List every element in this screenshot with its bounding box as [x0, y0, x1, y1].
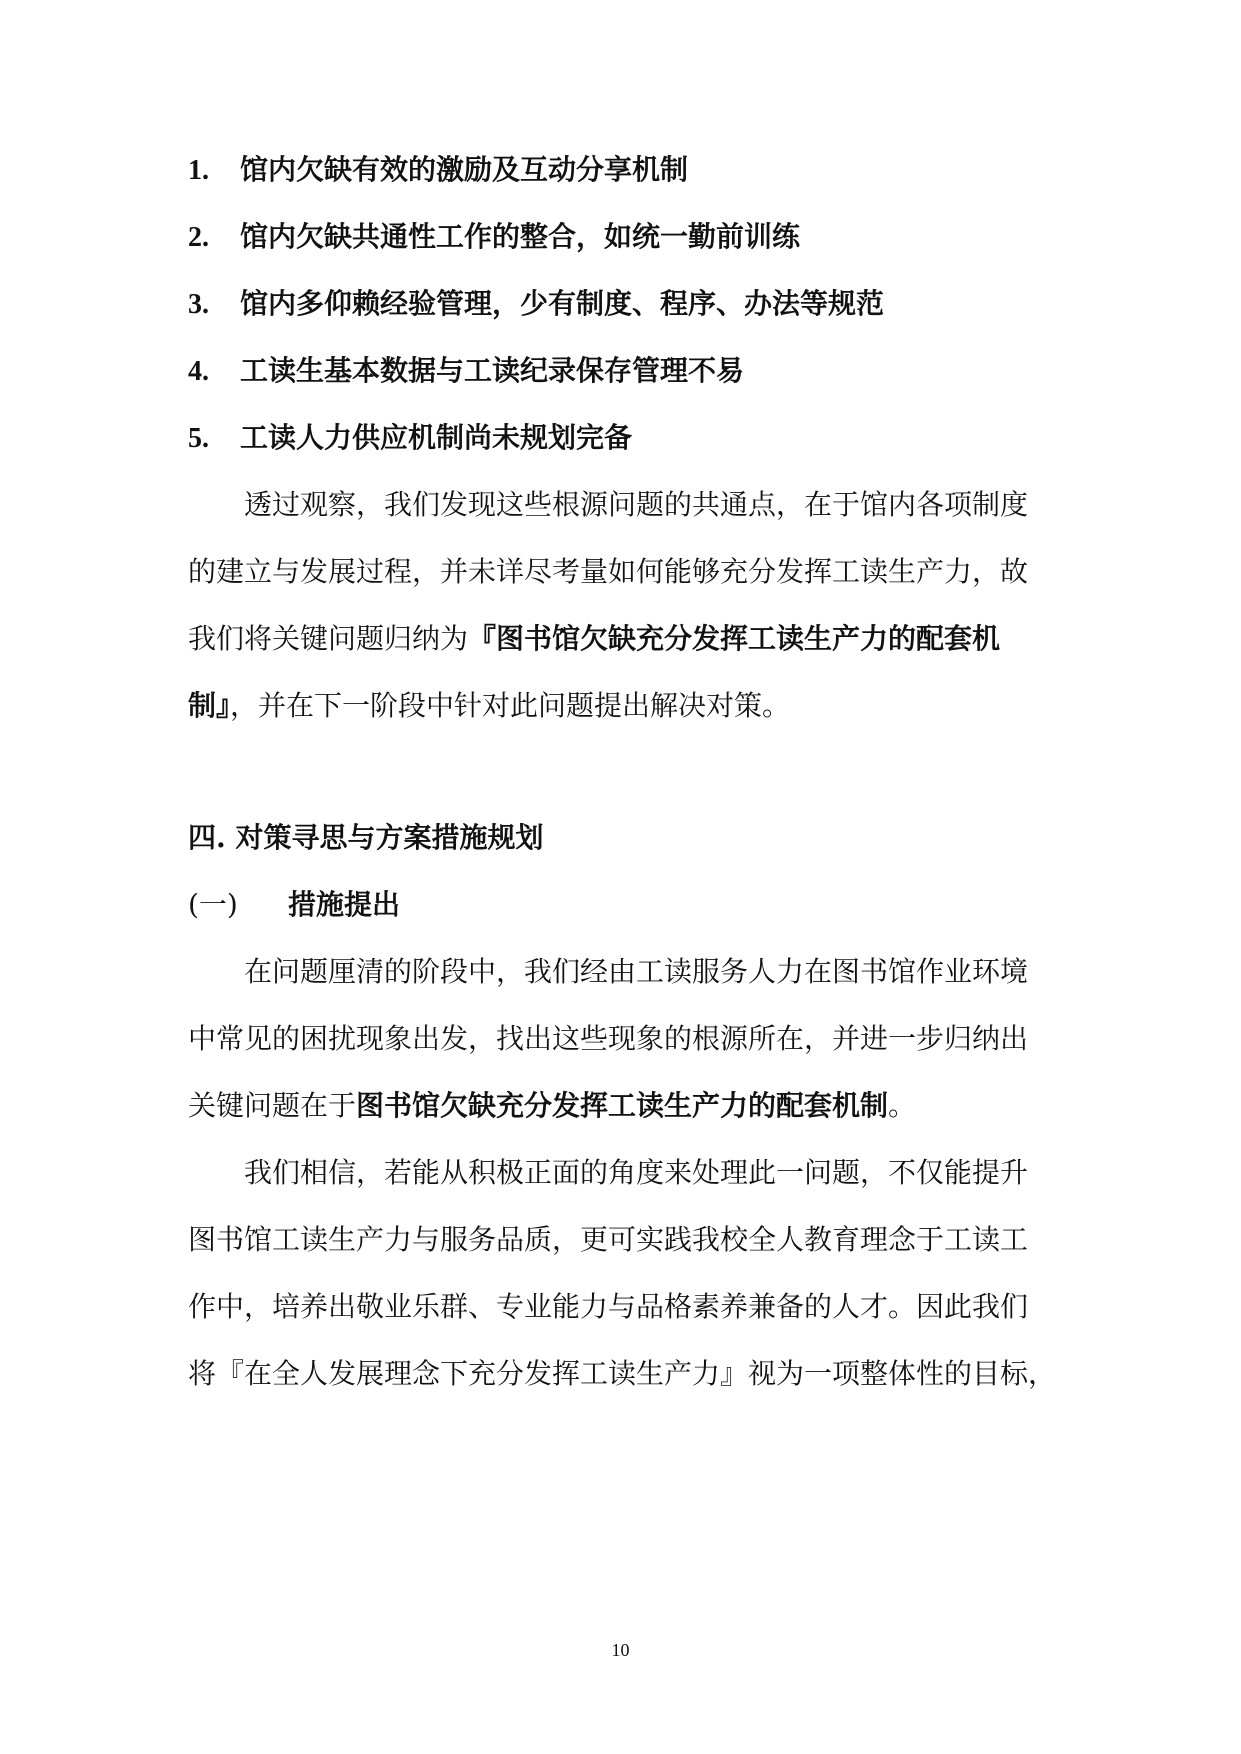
text-span: 我们将关键问题归纳为	[188, 622, 469, 655]
subsection-title: 措施提出	[288, 888, 401, 921]
list-number: 1.	[188, 155, 209, 186]
list-text: 馆内欠缺有效的激励及互动分享机制	[240, 153, 689, 186]
list-text: 工读人力供应机制尚未规划完备	[240, 421, 633, 454]
paragraph-line: 将『在全人发展理念下充分发挥工读生产力』视为一项整体性的目标，	[188, 1357, 1057, 1390]
list-text: 馆内多仰赖经验管理，少有制度、程序、办法等规范	[240, 287, 885, 320]
paragraph-line: 我们相信，若能从积极正面的角度来处理此一问题，不仅能提升	[244, 1156, 1029, 1189]
paragraph-line: 透过观察，我们发现这些根源问题的共通点，在于馆内各项制度	[244, 488, 1029, 521]
emphasis-text: 图书馆欠缺充分发挥工读生产力的配套机制	[356, 1089, 889, 1122]
paragraph-line: 在问题厘清的阶段中，我们经由工读服务人力在图书馆作业环境	[244, 955, 1029, 988]
subsection-number: (一)	[188, 888, 238, 921]
paragraph-line	[188, 619, 1068, 659]
list-item	[188, 351, 1068, 392]
list-item	[188, 150, 1068, 191]
paragraph-line	[188, 1086, 1068, 1126]
list-text: 工读生基本数据与工读纪录保存管理不易	[240, 354, 745, 387]
subsection-heading	[188, 885, 400, 925]
list-text: 馆内欠缺共通性工作的整合，如统一勤前训练	[240, 220, 801, 253]
paragraph-line: 中常见的困扰现象出发，找出这些现象的根源所在，并进一步归纳出	[188, 1022, 1029, 1055]
emphasis-text: 制』	[188, 689, 231, 722]
page-number: 10	[611, 1640, 630, 1660]
text-span: ，并在下一阶段中针对此问题提出解决对策。	[230, 689, 791, 722]
paragraph-line: 的建立与发展过程，并未详尽考量如何能够充分发挥工读生产力，故	[188, 555, 1029, 588]
list-number: 3.	[188, 289, 209, 320]
section-heading: 四. 对策寻思与方案措施规划	[188, 821, 544, 854]
paragraph-line: 作中，培养出敬业乐群、专业能力与品格素养兼备的人才。因此我们	[188, 1290, 1029, 1323]
list-number: 5.	[188, 423, 209, 454]
list-item	[188, 284, 1068, 325]
list-item	[188, 217, 1068, 258]
paragraph-line: 图书馆工读生产力与服务品质，更可实践我校全人教育理念于工读工	[188, 1223, 1029, 1256]
text-span: 关键问题在于	[188, 1089, 357, 1122]
text-span: 。	[888, 1089, 917, 1122]
list-number: 2.	[188, 222, 209, 253]
emphasis-text: 『图书馆欠缺充分发挥工读生产力的配套机	[468, 622, 1001, 655]
list-number: 4.	[188, 356, 209, 387]
paragraph-line	[188, 686, 1068, 726]
list-item	[188, 418, 1068, 459]
